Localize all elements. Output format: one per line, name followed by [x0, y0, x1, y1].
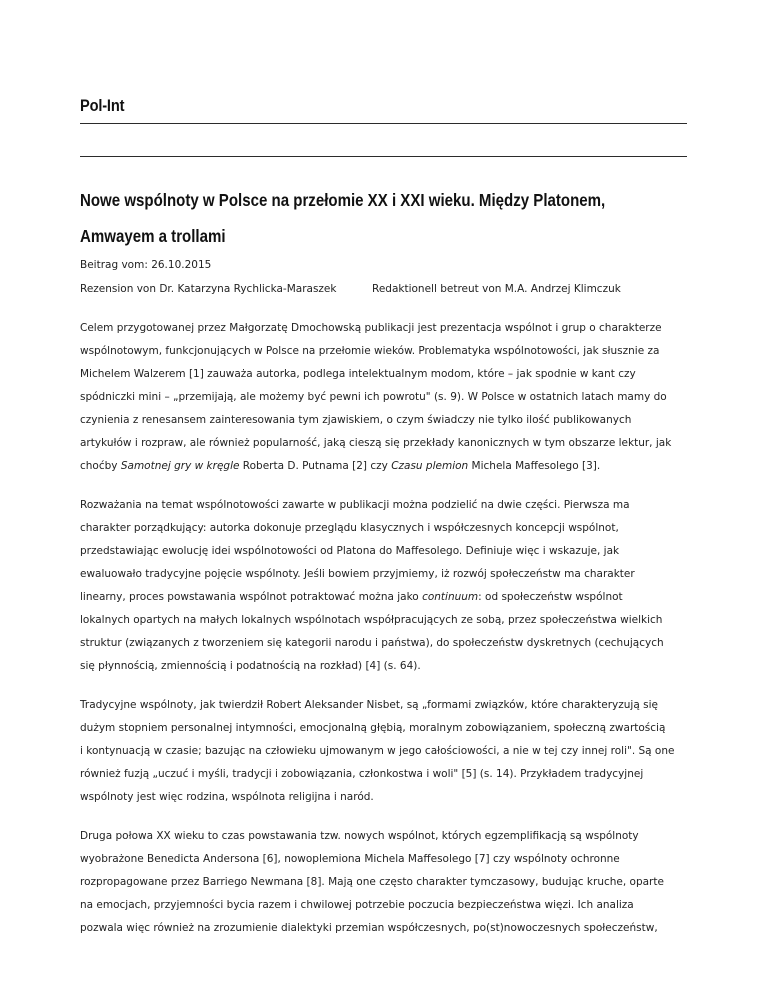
site-title[interactable]: Pol-Int [80, 96, 125, 115]
text-line [80, 455, 687, 478]
text-line: spódniczki mini – „przemijają, ale możemy być pewni ich powrotu" (s. 9). W Polsce w ostatnich latach mamy do [80, 391, 667, 403]
text-line: Rozważania na temat wspólnotowości zawarte w publikacji można podzielić na dwie części. Pierwsza ma [80, 499, 630, 511]
text-line: wspólnotowym, funkcjonujących w Polsce na przełomie wieków. Problematyka wspólnotowości, jak słusznie za [80, 345, 660, 357]
text-line: się płynnością, zmiennością i podatnością na rozkład) [4] (s. 64). [80, 660, 421, 672]
text-line: wyobrażone Benedicta Andersona [6], nowoplemiona Michela Maffesolego [7] czy wspólnoty ochronne [80, 853, 620, 865]
text-line: i kontynuacją w czasie; bazując na człowieku ujmowanym w jego całościowości, a nie w tej czy innej roli". Są one [80, 745, 675, 757]
text-line: również fuzją „uczuć i myśli, tradycji i zobowiązania, członkostwa i woli" [5] (s. 14). Przykładem tradycyjnej [80, 768, 644, 780]
article-title: Nowe wspólnoty w Polsce na przełomie XX i XXI wieku. Między Platonem, Amwayem a trollami [80, 190, 606, 246]
text-line: czynienia z renesansem zainteresowania tym zjawiskiem, o czym świadczy nie tylko ilość publikowanych [80, 414, 632, 426]
text-line: wspólnoty jest więc rodzina, wspólnota religijna i naród. [80, 791, 374, 803]
book-title: Samotnej gry w kręgle [120, 460, 240, 472]
text-run: linearny, proces powstawania wspólnot potraktować można jako [80, 591, 423, 603]
text-line: artykułów i rozpraw, ale również popularność, jaką cieszą się przekłady kanonicznych w tym obszarze lektur, jak [80, 437, 672, 449]
text-line: ewaluowało tradycyjne pojęcie wspólnoty. Jeśli bowiem przyjmiemy, iż rozwój społeczeństw ma charakter [80, 568, 635, 580]
text-line: pozwala więc również na zrozumienie dialektyki przemian współczesnych, po(st)nowoczesnych społeczeństw, [80, 922, 658, 934]
paragraph-4 [80, 825, 687, 940]
paragraph-3 [80, 694, 687, 809]
review-author: Rezension von Dr. Katarzyna Rychlicka-Maraszek [80, 283, 337, 295]
text-line: struktur (związanych z tworzeniem się kategorii narodu i państwa), do społeczeństw dyskretnych (cechujących [80, 637, 664, 649]
text-run: choćby [80, 460, 121, 472]
text-line: przedstawiając ewolucję idei wspólnotowości od Platona do Maffesolego. Definiuje więc i wskazuje, jak [80, 545, 620, 557]
text-run: Michela Maffesolego [3]. [468, 460, 601, 472]
paragraph-2 [80, 494, 687, 678]
text-line: Tradycyjne wspólnoty, jak twierdził Robert Aleksander Nisbet, są „formami związków, które charakteryzują się [80, 699, 658, 711]
text-line [80, 586, 687, 609]
text-line: rozpropagowane przez Barriego Newmana [8]. Mają one często charakter tymczasowy, budując kruche, oparte [80, 876, 664, 888]
text-run: : od społeczeństw wspólnot [478, 591, 623, 603]
text-line: dużym stopniem personalnej intymności, emocjonalną głębią, moralnym zobowiązaniem, społeczną zwartością [80, 722, 666, 734]
header-divider-bottom [80, 156, 687, 157]
header-divider-top [80, 123, 687, 124]
text-line: Celem przygotowanej przez Małgorzatę Dmochowską publikacji jest prezentacja wspólnot i grup o charakterze [80, 322, 662, 334]
paragraph-1 [80, 317, 687, 478]
article-body [80, 317, 687, 956]
article-date: Beitrag vom: 26.10.2015 [80, 259, 212, 271]
text-line: charakter porządkujący: autorka dokonuje przeglądu klasycznych i współczesnych koncepcji wspólnot, [80, 522, 619, 534]
book-title: Czasu plemion [391, 460, 469, 472]
text-run: Roberta D. Putnama [2] czy [239, 460, 392, 472]
editor-credit: Redaktionell betreut von M.A. Andrzej Klimczuk [372, 283, 621, 295]
text-line: lokalnych opartych na małych lokalnych wspólnotach współpracujących ze sobą, przez społeczeństwa wielkich [80, 614, 663, 626]
text-line: Michelem Walzerem [1] zauważa autorka, podlega intelektualnym modom, które – jak spodnie w kant czy [80, 368, 636, 380]
text-line: na emocjach, przyjemności bycia razem i chwilowej potrzebie poczucia bezpieczeństwa więzi. Ich analiza [80, 899, 634, 911]
italic-term: continuum [422, 591, 479, 603]
text-line: Druga połowa XX wieku to czas powstawania tzw. nowych wspólnot, których egzemplifikacją są wspólnoty [80, 830, 639, 842]
